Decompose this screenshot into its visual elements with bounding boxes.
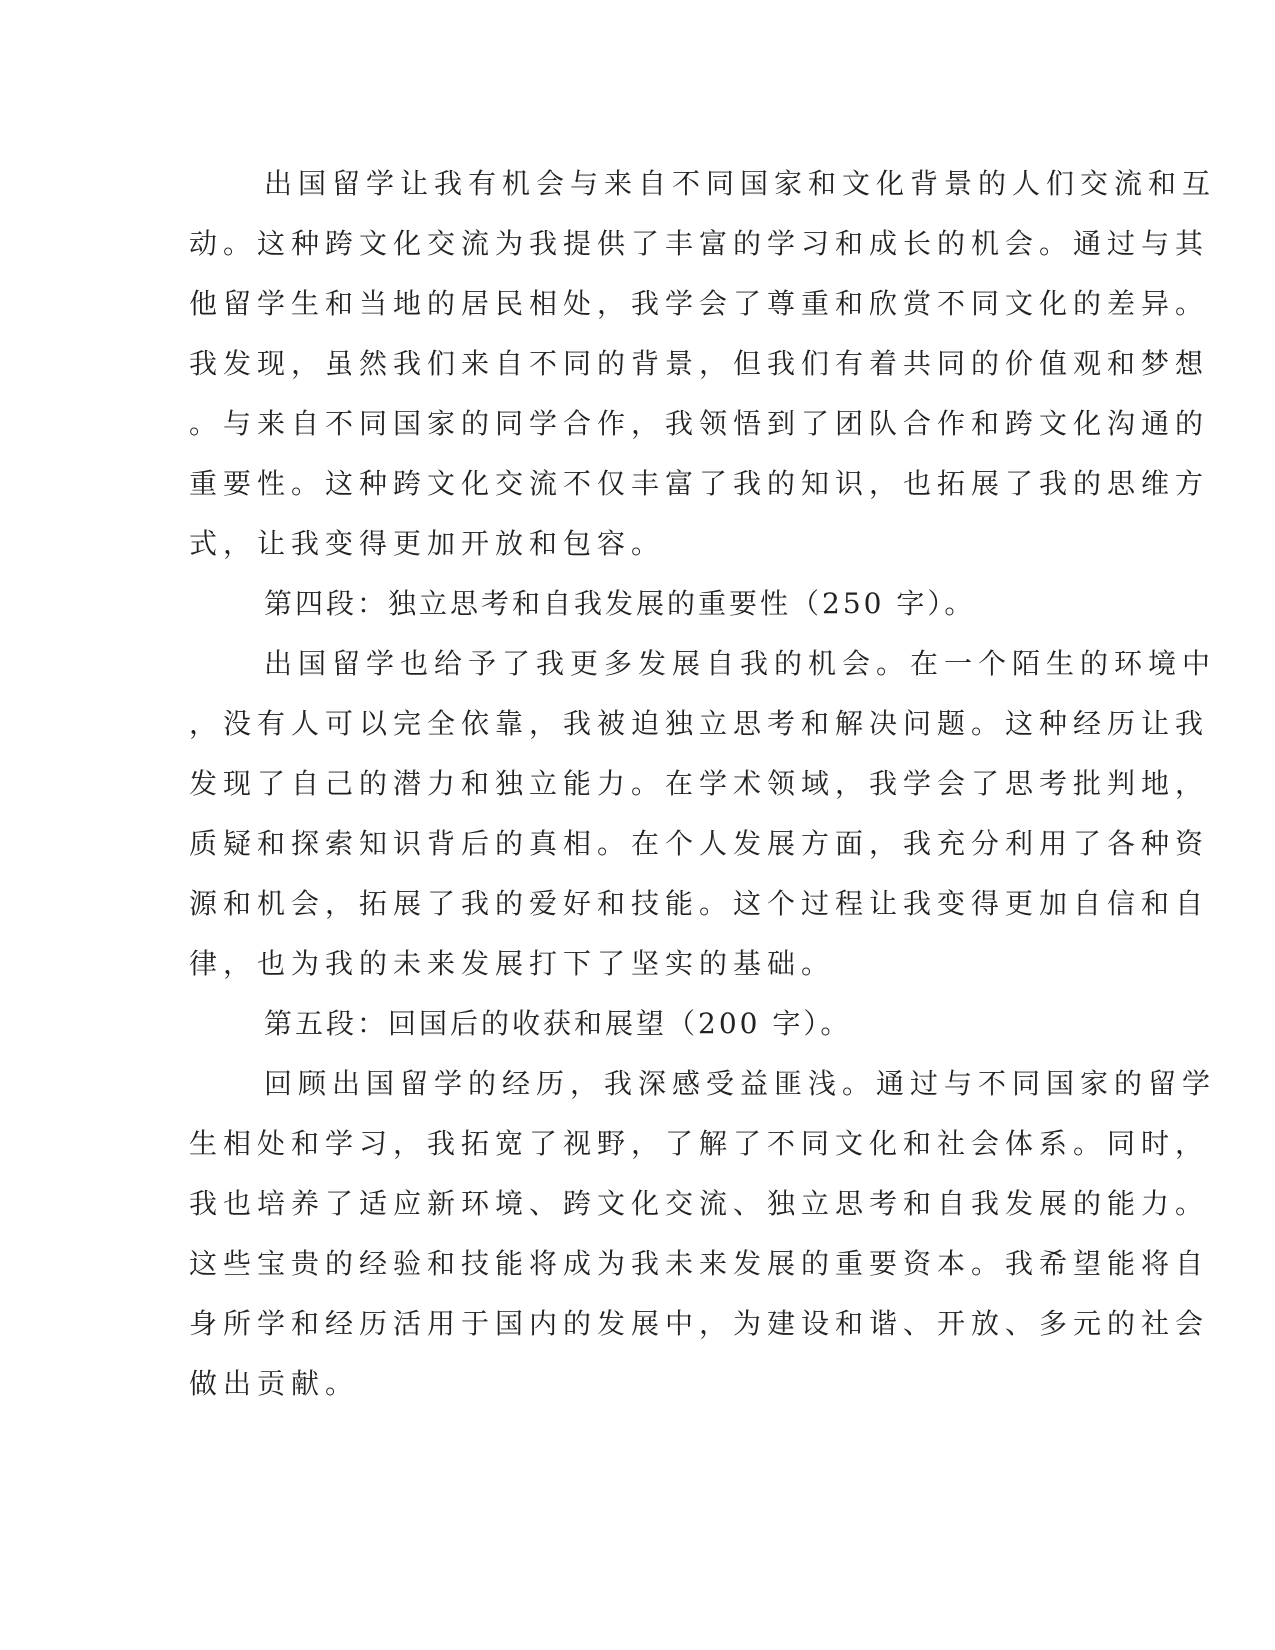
paragraph-line: 源和机会，拓展了我的爱好和技能。这个过程让我变得更加自信和自 [189, 887, 1210, 920]
paragraph-line: 我发现，虽然我们来自不同的背景，但我们有着共同的价值观和梦想 [189, 347, 1210, 380]
paragraph-line: 质疑和探索知识背后的真相。在个人发展方面，我充分利用了各种资 [189, 827, 1210, 860]
paragraph-line: 他留学生和当地的居民相处，我学会了尊重和欣赏不同文化的差异。 [189, 287, 1210, 320]
paragraph-line: 动。这种跨文化交流为我提供了丰富的学习和成长的机会。通过与其 [189, 227, 1210, 260]
paragraph-line: 身所学和经历活用于国内的发展中，为建设和谐、开放、多元的社会 [189, 1307, 1210, 1340]
paragraph-line: ，没有人可以完全依靠，我被迫独立思考和解决问题。这种经历让我 [189, 707, 1210, 740]
paragraph-line: 发现了自己的潜力和独立能力。在学术领域，我学会了思考批判地， [189, 767, 1210, 800]
paragraph-line: 生相处和学习，我拓宽了视野，了解了不同文化和社会体系。同时， [189, 1127, 1210, 1160]
paragraph-line: 回顾出国留学的经历，我深感受益匪浅。通过与不同国家的留学 [264, 1067, 1217, 1100]
paragraph-line: 做出贡献。 [189, 1367, 360, 1400]
section-heading: 第四段：独立思考和自我发展的重要性（250 字）。 [264, 587, 976, 620]
paragraph-line: 我也培养了适应新环境、跨文化交流、独立思考和自我发展的能力。 [189, 1187, 1210, 1220]
paragraph-line: 出国留学让我有机会与来自不同国家和文化背景的人们交流和互 [264, 167, 1217, 200]
paragraph-line: 。与来自不同国家的同学合作，我领悟到了团队合作和跨文化沟通的 [189, 407, 1210, 440]
paragraph-line: 这些宝贵的经验和技能将成为我未来发展的重要资本。我希望能将自 [189, 1247, 1210, 1280]
paragraph-line: 律，也为我的未来发展打下了坚实的基础。 [189, 947, 836, 980]
paragraph-line: 出国留学也给予了我更多发展自我的机会。在一个陌生的环境中 [264, 647, 1217, 680]
section-heading: 第五段：回国后的收获和展望（200 字）。 [264, 1007, 852, 1040]
paragraph-line: 式，让我变得更加开放和包容。 [189, 527, 666, 560]
paragraph-line: 重要性。这种跨文化交流不仅丰富了我的知识，也拓展了我的思维方 [189, 467, 1210, 500]
